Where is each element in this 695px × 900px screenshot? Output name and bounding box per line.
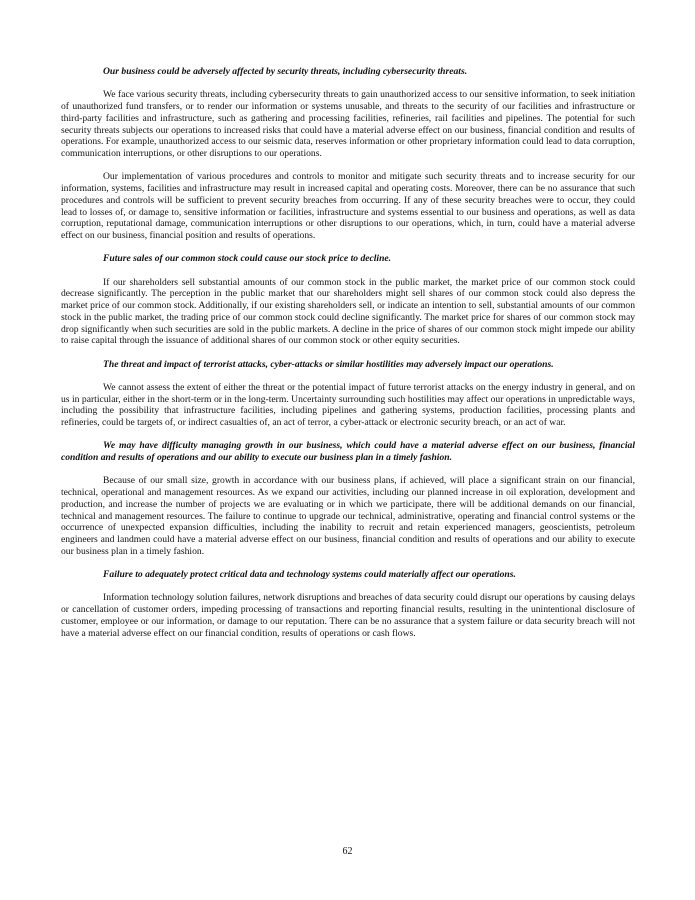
paragraph-security-threats-1: We face various security threats, including cybersecurity threats to gain unauthorized access to our sensitive information, to seek initiation of unauthorized fund transfers, or to render our information or systems unusable, and threats to the security of our facilities and infrastructure or third-party facilities and infrastructure, such as gathering and processing facilities, refineries, rail facilities and pipelines. The potential for such security threats subjects our operations to increased risks that could have a material adverse effect on our business, financial condition and results of operations. For example, unauthorized access to our seismic data, reserves information or other proprietary information could lead to data corruption, communication interruptions, or other disruptions to our operations.: [61, 89, 635, 159]
page-number: 62: [342, 846, 353, 857]
paragraph-stock-sales-1: If our shareholders sell substantial amounts of our common stock in the public market, the market price of our common stock could decrease significantly. The perception in the public market that our shareholders might sell shares of our common stock could also depress the market price of our common stock. Additionally, if our existing shareholders sell, or indicate an intention to sell, substantial amounts of our common stock in the public market, the trading price of our common stock could decline significantly. The market price for shares of our common stock may drop significantly when such securities are sold in the public markets. A decline in the price of shares of our common stock might impede our ability to raise capital through the issuance of additional shares of our common stock or other equity securities.: [61, 276, 635, 347]
section-heading-data-protection: Failure to adequately protect critical data and technology systems could materially affect our operations.: [103, 569, 516, 580]
paragraph-managing-growth-1: Because of our small size, growth in accordance with our business plans, if achieved, will place a significant strain on our financial, technical, operational and management resources. As we expand our activities, including our planned increase in oil exploration, development and production, and increase the number of projects we are evaluating or in which we participate, there will be additional demands on our financial, technical and management resources. The failure to continue to upgrade our technical, administrative, operating and financial control systems or the occurrence of unexpected expansion difficulties, including the inability to recruit and retain experienced managers, geoscientists, petroleum engineers and landmen could have a material adverse effect on our business, financial condition and results of operations and our ability to execute our business plan in a timely fashion.: [61, 475, 635, 557]
paragraph-security-threats-2: Our implementation of various procedures and controls to monitor and mitigate such security threats and to increase security for our information, systems, facilities and infrastructure may result in increased capital and operating costs. Moreover, there can be no assurance that such procedures and controls will be sufficient to prevent security breaches from occurring. If any of these security breaches were to occur, they could lead to losses of, or damage to, sensitive information or facilities, infrastructure and systems essential to our business and operations, as well as data corruption, reputational damage, communication interruptions or other disruptions to our operations, which, in turn, could have a material adverse effect on our business, financial position and results of operations.: [61, 171, 635, 241]
document-body: [61, 66, 635, 639]
section-heading-managing-growth: We may have difficulty managing growth in our business, which could have a material adverse effect on our business, financial condition and results of operations and our ability to execute our business plan in a timely fashion.: [61, 440, 635, 463]
section-heading-terrorist-attacks: The threat and impact of terrorist attacks, cyber-attacks or similar hostilities may adversely impact our operations.: [103, 358, 554, 370]
section-heading-stock-sales: Future sales of our common stock could cause our stock price to decline.: [103, 253, 392, 265]
section-heading-security-threats: Our business could be adversely affected by security threats, including cybersecurity threats.: [103, 66, 468, 77]
paragraph-terrorist-attacks-1: We cannot assess the extent of either the threat or the potential impact of future terrorist attacks on the energy industry in general, and on us in particular, either in the short-term or in the long-term. Uncertainty surrounding such hostilities may affect our operations in unpredictable ways, including the possibility that infrastructure facilities, including pipelines and gathering systems, production facilities, processing plants and refineries, could be targets of, or indirect casualties of, an act of terror, a cyber-attack or electronic security breach, or an act of war.: [61, 381, 635, 428]
paragraph-data-protection-1: Information technology solution failures, network disruptions and breaches of data security could disrupt our operations by causing delays or cancellation of customer orders, impeding processing of transactions and reporting financial results, resulting in the unintentional disclosure of customer, employee or our information, or damage to our reputation. There can be no assurance that a system failure or data security breach will not have a material adverse effect on our financial condition, results of operations or cash flows.: [61, 592, 635, 639]
